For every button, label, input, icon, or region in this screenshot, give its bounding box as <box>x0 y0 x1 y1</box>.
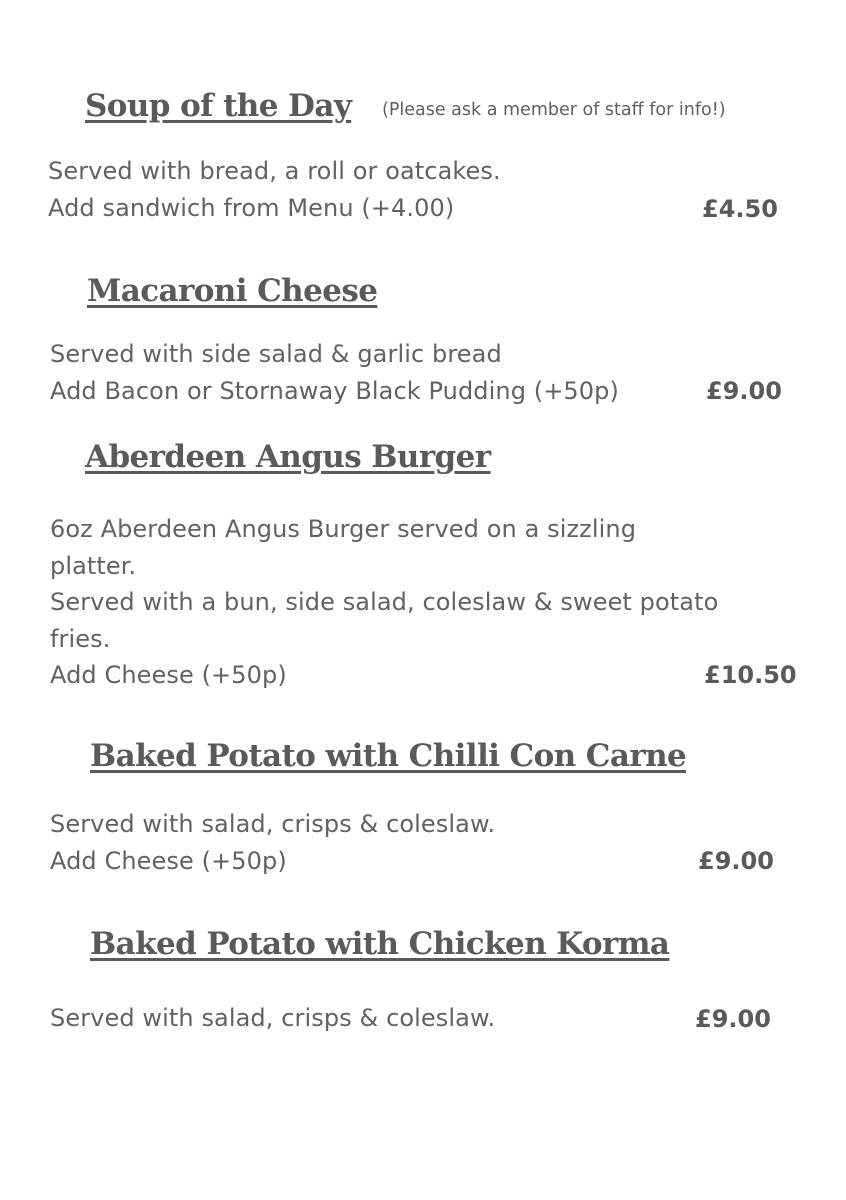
menu-item-description <box>50 1000 495 1037</box>
menu-item-title: Soup of the Day <box>85 88 352 124</box>
description-line: Served with side salad & garlic bread <box>50 340 502 368</box>
menu-item-title: Baked Potato with Chicken Korma <box>90 926 670 962</box>
menu-item-description <box>48 153 501 226</box>
description-line: Served with a bun, side salad, coleslaw & sweet potato <box>50 588 719 616</box>
menu-item-price: £4.50 <box>702 195 778 223</box>
menu-item-price: £9.00 <box>695 1005 771 1033</box>
description-line: Add sandwich from Menu (+4.00) <box>48 193 455 222</box>
menu-item-price: £10.50 <box>704 661 797 689</box>
description-line: platter. <box>50 551 137 580</box>
menu-item-price: £9.00 <box>698 847 774 875</box>
menu-item-title: Aberdeen Angus Burger <box>85 439 491 475</box>
menu-item-description <box>50 336 619 409</box>
staff-info-note: (Please ask a member of staff for info!) <box>382 100 726 120</box>
menu-item-title: Baked Potato with Chilli Con Carne <box>90 738 687 774</box>
description-line: Served with bread, a roll or oatcakes. <box>48 157 501 185</box>
description-line: 6oz Aberdeen Angus Burger served on a sizzling <box>50 515 637 543</box>
description-line: fries. <box>50 624 111 653</box>
description-line: Add Cheese (+50p) <box>50 661 287 689</box>
description-line: Add Cheese (+50p) <box>50 846 287 875</box>
menu-item-price: £9.00 <box>706 377 782 405</box>
description-line: Served with salad, crisps & coleslaw. <box>50 810 496 838</box>
menu-item-description <box>50 806 495 879</box>
description-line: Add Bacon or Stornaway Black Pudding (+50p) <box>50 376 619 405</box>
menu-item-description <box>50 511 718 694</box>
description-line: Served with salad, crisps & coleslaw. <box>50 1004 496 1032</box>
menu-item-title: Macaroni Cheese <box>87 273 378 309</box>
